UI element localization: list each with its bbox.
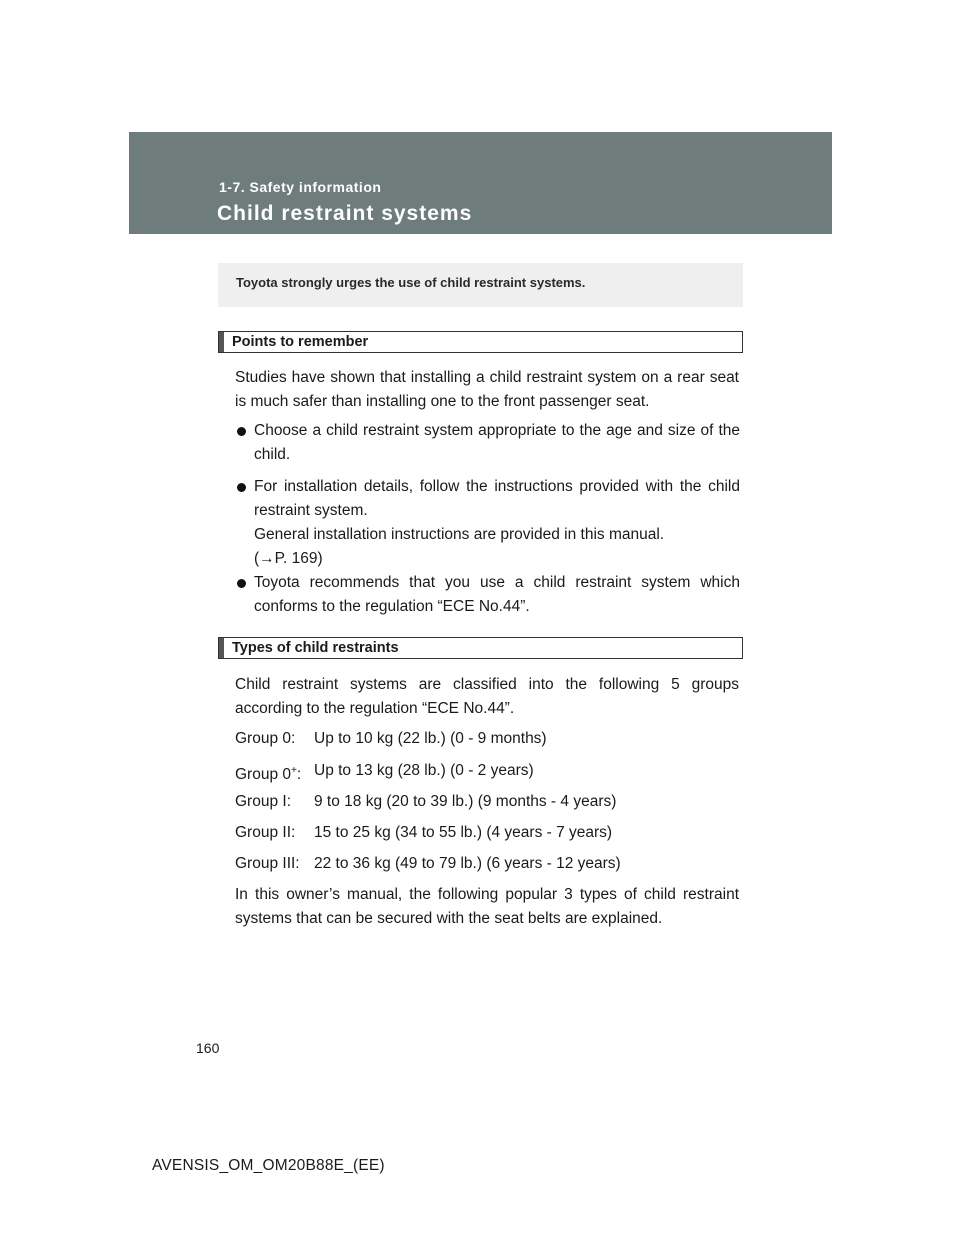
- heading-label: Points to remember: [232, 334, 369, 350]
- page-reference: P. 169: [274, 550, 318, 567]
- bullet-dot-icon: [237, 579, 246, 588]
- types-paragraph: Child restraint systems are classified into the following 5 groups according to the regulation “ECE No.44”.: [235, 676, 739, 717]
- page-ref-arrow-icon: →: [259, 550, 275, 567]
- chapter-header-band: [129, 132, 832, 234]
- closing-paragraph: In this owner’s manual, the following popular 3 types of child restraint systems that can be secured with the seat belts are explained.: [235, 886, 739, 927]
- group-desc: 9 to 18 kg (20 to 39 lb.) (9 months - 4 years): [314, 793, 617, 810]
- group-name: Group 0:: [235, 730, 296, 747]
- group-name: Group 0+:: [235, 765, 302, 784]
- group-name: Group I:: [235, 793, 291, 810]
- footer-code: AVENSIS_OM_OM20B88E_(EE): [152, 1157, 385, 1174]
- bullet-item: [237, 475, 740, 571]
- intro-text: Toyota strongly urges the use of child restraint systems.: [236, 275, 586, 290]
- heading-label: Types of child restraints: [232, 640, 399, 656]
- intro-box: [218, 263, 743, 307]
- bullet-text-line: For installation details, follow the instructions provided with the child restraint system.: [254, 478, 740, 519]
- bullet-item: [237, 571, 740, 619]
- page-title: Child restraint systems: [217, 202, 473, 225]
- points-paragraph: Studies have shown that installing a child restraint system on a rear seat is much safer than installing one to the front passenger seat.: [235, 369, 739, 410]
- group-desc: Up to 10 kg (22 lb.) (0 - 9 months): [314, 730, 547, 747]
- heading-bar: [219, 638, 224, 658]
- group-desc: 15 to 25 kg (34 to 55 lb.) (4 years - 7 years): [314, 824, 613, 841]
- heading-points-to-remember: [218, 331, 743, 353]
- heading-bar: [219, 332, 224, 352]
- bullet-text-line: General installation instructions are provided in this manual.: [254, 526, 665, 543]
- heading-types-of-child-restraints: [218, 637, 743, 659]
- group-desc: Up to 13 kg (28 lb.) (0 - 2 years): [314, 762, 534, 779]
- group-name: Group II:: [235, 824, 296, 841]
- bullet-dot-icon: [237, 483, 246, 492]
- bullet-dot-icon: [237, 427, 246, 436]
- bullet-text: Choose a child restraint system appropriate to the age and size of the child.: [254, 422, 740, 463]
- group-desc: 22 to 36 kg (49 to 79 lb.) (6 years - 12 years): [314, 855, 621, 872]
- group-name: Group III:: [235, 855, 300, 872]
- bullet-text: Toyota recommends that you use a child restraint system which conforms to the regulation “ECE No.44”.: [254, 574, 740, 615]
- bullet-item: [237, 419, 740, 467]
- section-label: 1-7. Safety information: [219, 179, 382, 195]
- bullet-text: For installation details, follow the instructions provided with the child restraint system. General installation instructions are provided in this manual. (→P. 169): [254, 478, 740, 567]
- page-number: 160: [196, 1040, 220, 1056]
